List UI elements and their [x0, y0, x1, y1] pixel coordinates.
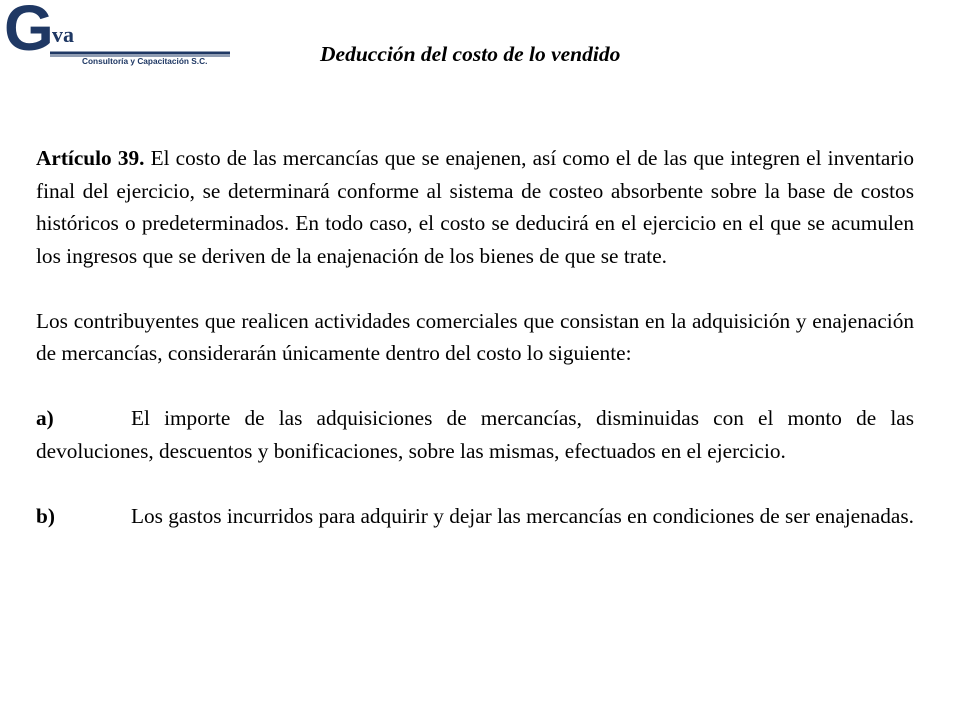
company-logo	[4, 0, 234, 70]
page-title: Deducción del costo de lo vendido	[320, 42, 621, 66]
list-item-a	[36, 402, 914, 467]
item-label-a: a)	[36, 406, 54, 430]
article-text: El costo de las mercancías que se enajenen, así como el de las que integren el inventario final del ejercicio, se determinará conforme al sistema de costeo absorbente sobre la base de costos históricos o predeterminados. En todo caso, el costo se deducirá en el ejercicio en el que se acumulen los ingresos que se deriven de la enajenación de los bienes de que se trate.	[36, 146, 914, 268]
item-text-a: El importe de las adquisiciones de mercancías, disminuidas con el monto de las devoluciones, descuentos y bonificaciones, sobre las mismas, efectuados en el ejercicio.	[36, 406, 914, 463]
article-paragraph	[36, 142, 914, 272]
item-text-b: Los gastos incurridos para adquirir y dejar las mercancías en condiciones de ser enajenadas.	[131, 503, 914, 528]
intro-paragraph: Los contribuyentes que realicen actividades comerciales que consistan en la adquisición y enajenación de mercancías, considerarán únicamente dentro del costo lo siguiente:	[36, 308, 914, 365]
logo-tagline: Consultoría y Capacitación S.C.	[82, 56, 208, 66]
logo-letters-va: va	[52, 22, 74, 47]
item-label-b: b)	[36, 503, 55, 528]
article-heading: Artículo 39.	[36, 146, 145, 170]
list-item-b	[36, 500, 914, 533]
document-body	[36, 142, 914, 532]
logo-letter-g: G	[4, 0, 54, 64]
